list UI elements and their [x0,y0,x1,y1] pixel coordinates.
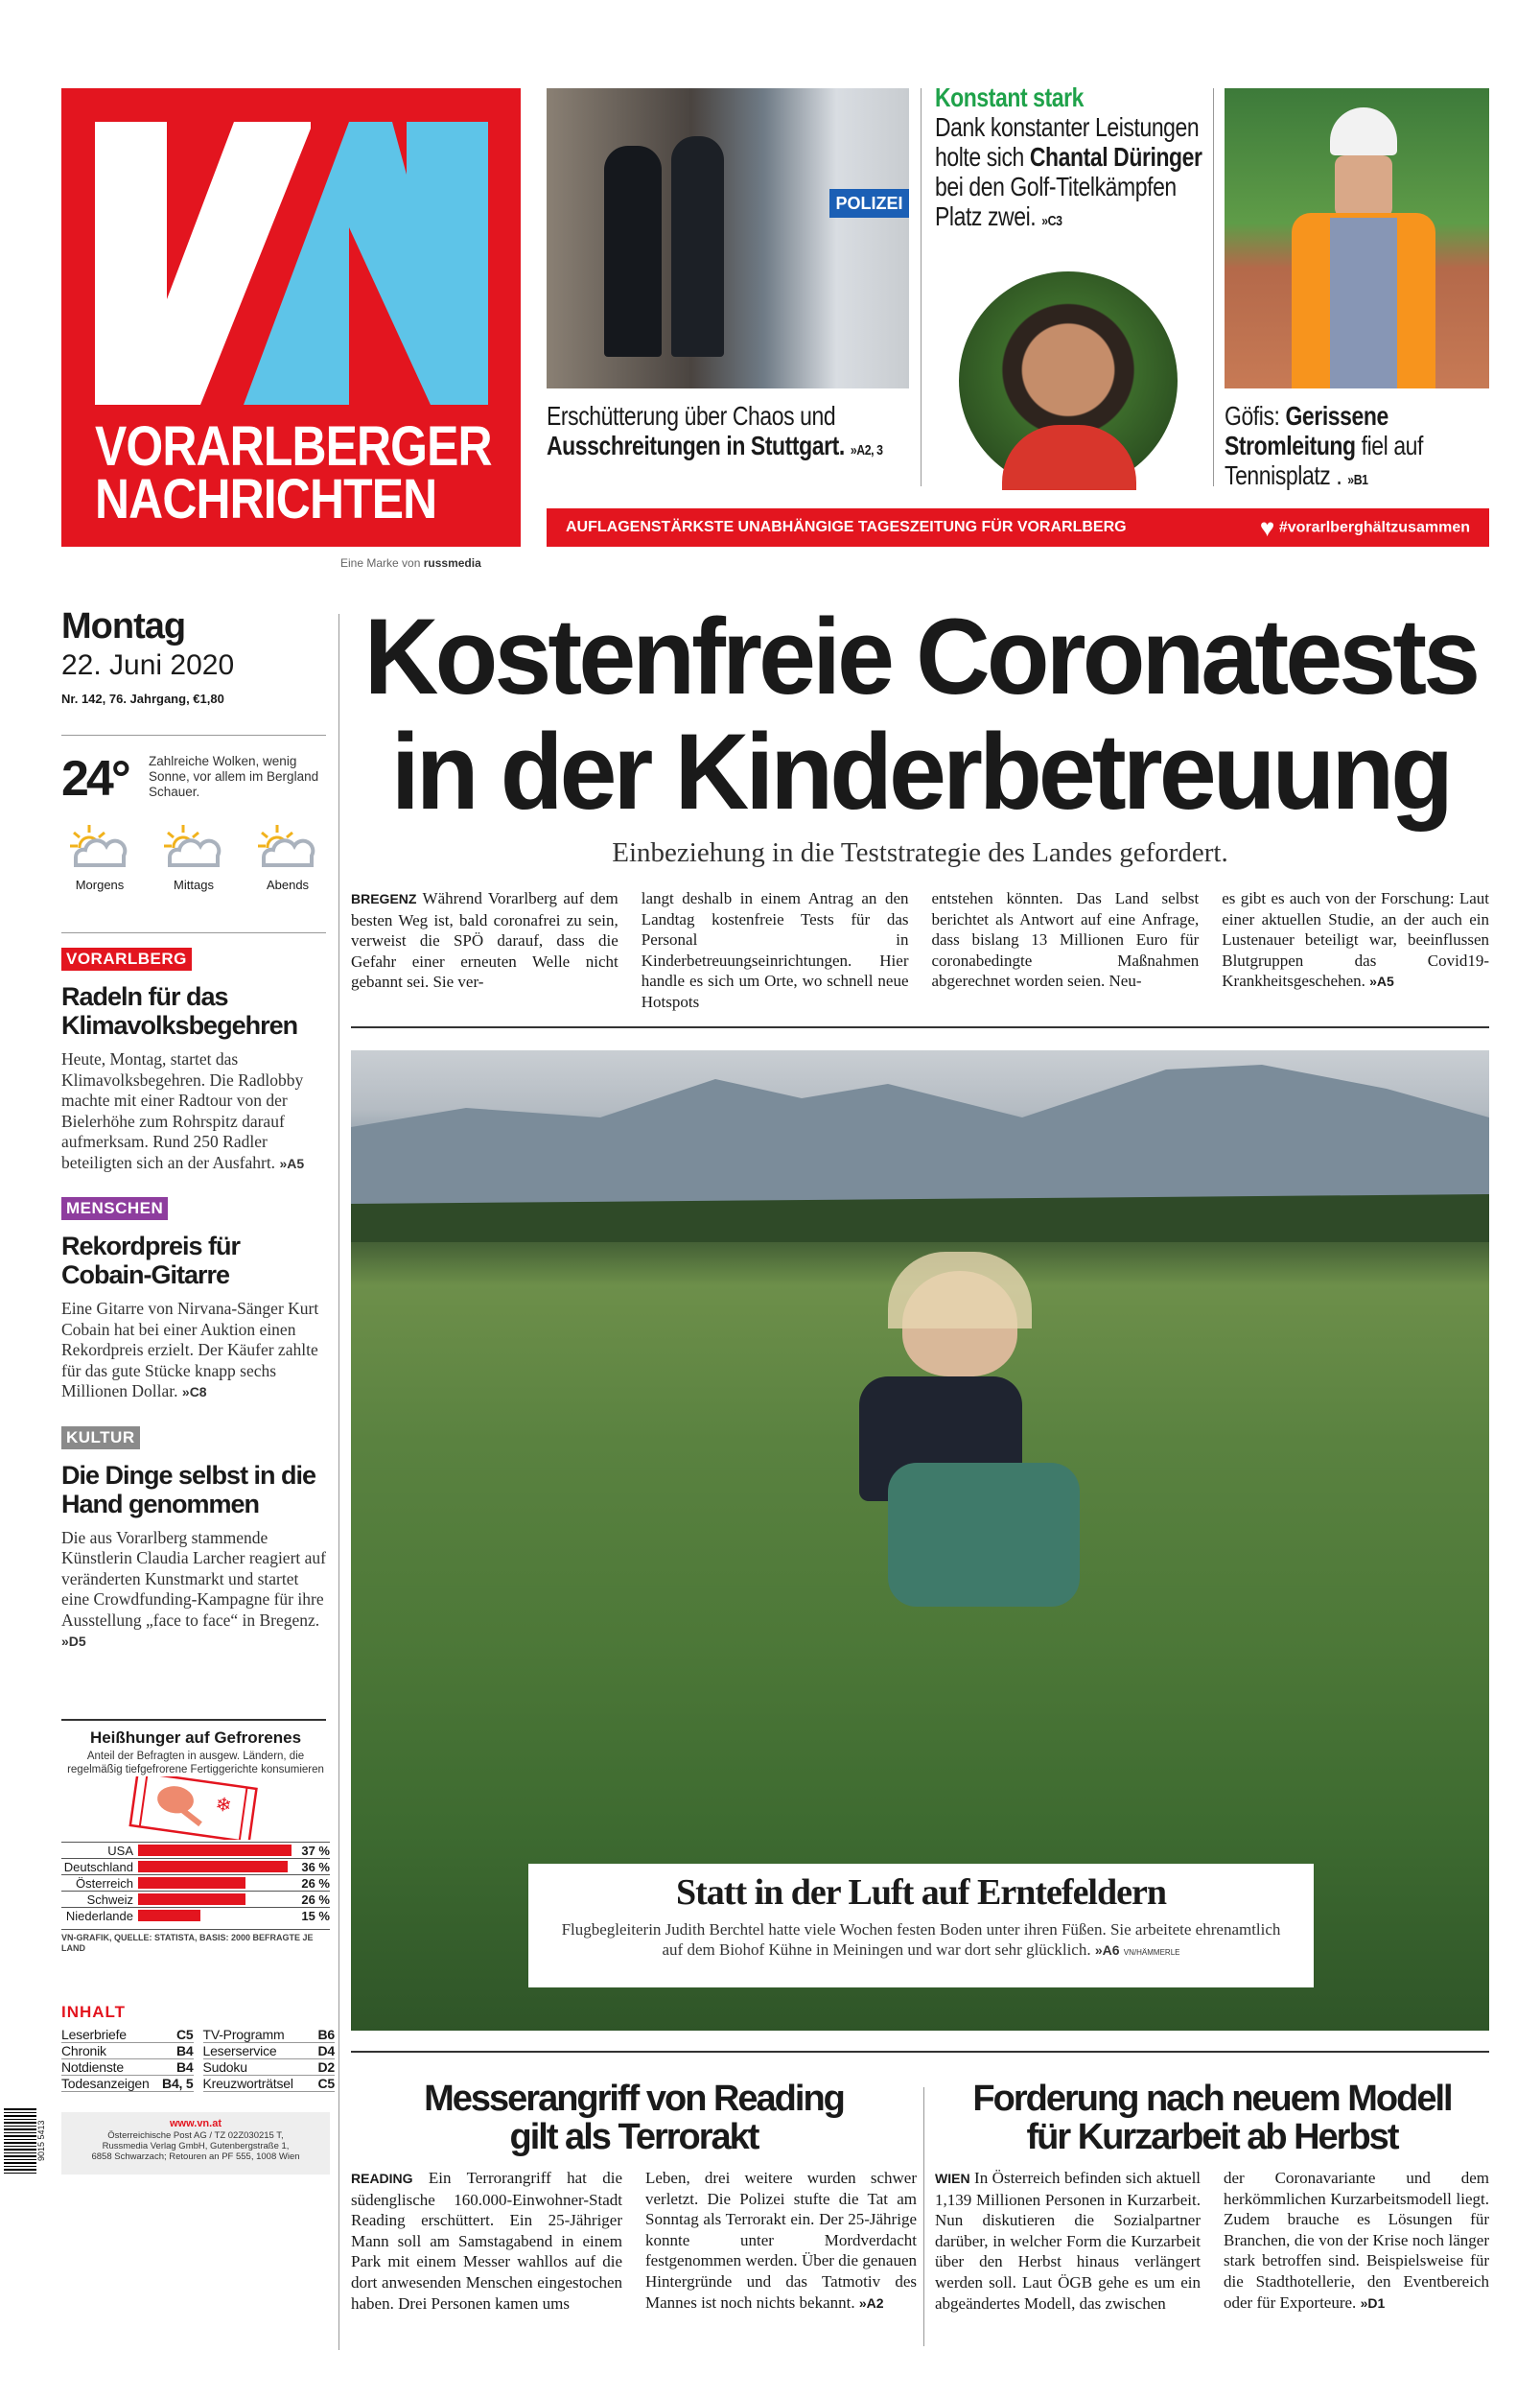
contents-title: INHALT [61,2003,127,2021]
bar [138,1877,245,1889]
contents-label: Sudoku [202,2059,247,2075]
slogan-text: AUFLAGENSTÄRKSTE UNABHÄNGIGE TAGESZEITUNG FÜR VORARLBERG [566,519,1127,535]
bar-row [61,1842,330,1858]
contents-label: Todesanzeigen [61,2076,150,2091]
contents-item[interactable] [61,2076,194,2092]
section-tag: MENSCHEN [61,1197,168,1220]
teaser-photo-police[interactable] [547,88,909,388]
mountains [351,1050,1489,1242]
teaser-photo-golfer[interactable] [959,271,1178,490]
issue-info [61,606,326,706]
website-link[interactable]: www.vn.at [170,2118,222,2129]
bar [138,1861,288,1872]
contents-item[interactable] [203,2043,336,2059]
column-divider [923,2087,924,2346]
temperature: 24° [61,751,128,807]
forecast-mittags: Mittags [155,823,232,892]
bar-row [61,1891,330,1907]
forecast-morgens: Morgens [61,823,138,892]
contents-page: D2 [317,2059,335,2075]
brand-note: Eine Marke von russmedia [340,556,481,570]
divider [351,1026,1489,1028]
partly-cloudy-icon [162,823,225,869]
contents-item[interactable] [203,2076,336,2092]
photo-caption: Flugbegleiterin Judith Berchtel hatte viele Wochen festen Boden unter ihren Füßen. Sie arbeitete ehrenamtlich auf dem Biohof Kühne in Meiningen und war dort sehr glücklich. »A6 VN/HÄMMERLE [561,1920,1281,1959]
teaser-golf[interactable]: Konstant stark Dank konstanter Leistungen holte sich Chantal Düringer bei den Golf-Titelkämpfen Platz zwei. »C3 [935,82,1213,236]
photo-caption-box[interactable] [528,1864,1314,1987]
chart-source: VN-GRAFIK, QUELLE: STATISTA, BASIS: 2000 BEFRAGTE JE LAND [61,1929,330,1954]
partly-cloudy-icon [256,823,319,869]
lead-subhead: Einbeziehung in die Teststrategie des Landes gefordert. [612,837,1228,868]
weekday: Montag [61,606,186,647]
divider [61,932,326,933]
svg-text:❄: ❄ [214,1794,233,1818]
contents-label: Kreuzworträtsel [202,2076,293,2091]
sidebar-article-menschen[interactable]: MENSCHEN Rekordpreis für Cobain-Gitarre Eine Gitarre von Nirvana-Sänger Kurt Cobain hat bei einer Auktion einen Rekordpreis erzielt. Der Käufer zahlte für das gute Stücke knapp sechs Millionen Dollar. »C8 [61,1197,330,1403]
bar-label: Niederlande [65,1908,133,1923]
divider [61,1719,326,1721]
hashtag[interactable]: ♥ #vorarlberghältzusammen [1259,512,1470,542]
bar [138,1893,245,1905]
column-divider [921,88,922,486]
teaser-goefis[interactable]: Göfis: Gerissene Stromleitung fiel auf Tennisplatz . »B1 [1225,401,1424,490]
contents-page: C5 [317,2076,335,2091]
contents-page: B6 [317,2027,335,2042]
story-reading[interactable]: Messerangriff von Reading gilt als Terrorakt READING Ein Terrorangriff hat die südenglische 160.000-Einwohner-Stadt Reading erschüttert. Ein 25-Jähriger Mann soll am Samstagabend in einem Park mit einem Messer wahllos auf die dort anwesenden Menschen eingestochen haben. Drei Personen kamen ums Leben, drei weitere wurden schwer verletzt. Die Polizei stufte die Tat am Sonntag als Terrorakt ein. Der 25-Jährige konnte unter Mordverdacht festgenommen werden. Über die genauen Hintergründe und das Tatmotiv des Mannes ist noch nichts bekannt. »A2 [351,2079,917,2313]
slogan-banner [547,508,1489,547]
contents-item[interactable] [61,2043,194,2059]
divider [351,2051,1489,2053]
contents-list [61,2027,335,2092]
bar-value-label: 36 % [301,1859,330,1874]
lead-headline[interactable]: Kostenfreie Coronatests in der Kinderbetreuung [363,597,1477,832]
bar [138,1910,200,1921]
bar-value-label: 15 % [301,1908,330,1923]
teaser-stuttgart[interactable]: Erschütterung über Chaos und Ausschreitungen in Stuttgart. »A2, 3 [547,401,883,460]
contents-item[interactable] [203,2059,336,2076]
story-kurzarbeit[interactable]: Forderung nach neuem Modell für Kurzarbeit ab Herbst WIEN In Österreich befinden sich aktuell 1,139 Millionen Personen in Kurzarbeit. Nun diskutieren die Sozialpartner darüber, in welcher Form die Kurzarbeit über den Herbst hinaus verlängert werden soll. Laut ÖGB gehe es um ein abgeändertes Modell, das zwischen der Coronavariante und dem herkömmlichen Kurzarbeitsmodell liegt. Zudem brauche es Lösungen für Branchen, die von der Krise noch länger stark betroffen sind. Beispielsweise für die Stadthotellerie, den Eventbereich oder für Exporteure. »D1 [935,2079,1489,2313]
sidebar-articles [61,948,330,1653]
teaser-photo-electrician[interactable] [1225,88,1489,388]
bar-label: Österreich [76,1875,133,1891]
bar-label: Schweiz [86,1892,133,1907]
bar-label: USA [107,1843,133,1858]
bar-value-label: 26 % [301,1875,330,1891]
contents-label: Notdienste [61,2059,124,2075]
photo-credit: VN/HÄMMERLE [1123,1948,1180,1957]
logo-name-line2: NACHRICHTEN [95,468,437,530]
bar-value-label: 26 % [301,1892,330,1907]
bar-row [61,1874,330,1891]
heart-icon: ♥ [1259,512,1275,542]
infographic-frozen-food [61,1728,330,1954]
contents-page: B4 [176,2059,194,2075]
column-divider [1213,88,1214,486]
section-tag: VORARLBERG [61,948,192,971]
issue-date: 22. Juni 2020 [61,649,235,681]
bar [138,1845,292,1856]
bar-value-label: 37 % [301,1843,330,1858]
contents-page: D4 [317,2043,335,2058]
contents-page: C5 [176,2027,194,2042]
issue-number-price: Nr. 142, 76. Jahrgang, €1,80 [61,692,224,706]
bar-chart [61,1842,330,1923]
bar-row [61,1858,330,1874]
contents-item[interactable] [61,2059,194,2076]
logo-name-line1: VORARLBERGER [95,415,492,478]
photo-story-title: Statt in der Luft auf Erntefeldern [676,1872,1166,1913]
chart-subtitle: Anteil der Befragten in ausgew. Ländern, die regelmäßig tiefgefrorene Fertiggerichte konsumieren [67,1751,324,1775]
contents-page: B4, 5 [162,2076,194,2091]
article-title: Radeln für das Klimavolksbegehren [61,982,298,1040]
contents-page: B4 [176,2043,194,2058]
contents-label: Leserservice [202,2043,277,2058]
contents-label: TV-Programm [202,2027,285,2042]
sidebar-article-vorarlberg[interactable]: VORARLBERG Radeln für das Klimavolksbegehren Heute, Montag, startet das Klimavolksbegehren. Die Radlobby machte mit einer Radtour von der Bielerhöhe zum Rohrspitz darauf aufmerksam. Rund 250 Radler beteiligten sich an der Ausfahrt. »A5 [61,948,330,1174]
article-title: Rekordpreis für Cobain-Gitarre [61,1232,241,1289]
police-van-label: POLIZEI [829,189,909,218]
contents-item[interactable] [61,2027,194,2043]
contents-label: Chronik [61,2043,106,2058]
forecast-abends: Abends [249,823,326,892]
weather-forecast [61,823,326,892]
publisher-footer: www.vn.at Österreichische Post AG / TZ 02Z030215 T, Russmedia Verlag GmbH, Gutenbergstraße 1, 6858 Schwarzach; Retouren an PF 555, 1008 Wien [61,2112,330,2175]
barcode: 9015 5413 [4,2108,48,2174]
contents-item[interactable] [203,2027,336,2043]
frozen-chicken-icon [61,1776,326,1840]
teaser-kicker: Konstant stark [935,82,1085,112]
contents-label: Leserbriefe [61,2027,127,2042]
sidebar-article-kultur[interactable]: KULTUR Die Dinge selbst in die Hand genommen Die aus Vorarlberg stammende Künstlerin Claudia Larcher reagiert auf veränderten Kunstmarkt und startet eine Crowdfunding-Kampagne für ihre Ausstellung „face to face“ in Bregenz. »D5 [61,1426,330,1653]
partly-cloudy-icon [68,823,131,869]
bar-row [61,1907,330,1923]
column-divider [338,614,339,2350]
weather-text: Zahlreiche Wolken, wenig Sonne, vor allem im Bergland Schauer. [149,754,319,799]
article-title: Die Dinge selbst in die Hand genommen [61,1460,316,1518]
divider [61,735,326,736]
section-tag: KULTUR [61,1426,140,1449]
chart-title: Heißhunger auf Gefrorenes [89,1728,302,1747]
bar-label: Deutschland [63,1859,133,1874]
vn-logo[interactable] [61,88,521,547]
lead-body: BREGENZ Während Vorarlberg auf dem besten Weg ist, bald coronafrei zu sein, verweist die SPÖ darauf, dass die Gefahr einer erneuten Welle nicht gebannt sei. Sie ver- langt deshalb in einem Antrag an den Landtag kostenfreie Tests für das Personal in Kinderbetreuungseinrichtungen. Hier handle es sich um Orte, wo schnell neue Hotspots entstehen könnten. Das Land selbst berichtet als Antwort auf eine Anfrage, dass bislang 13 Millionen Euro für coronabedingte Maßnahmen abgerechnet worden seien. Neu- es gibt es auch von der Forschung: Laut einer aktuellen Studie, an der auch ein Lustenauer beteiligt war, beeinflussen Blutgruppen das Covid19-Krankheitsgeschehen. »A5 [351,889,1489,1011]
